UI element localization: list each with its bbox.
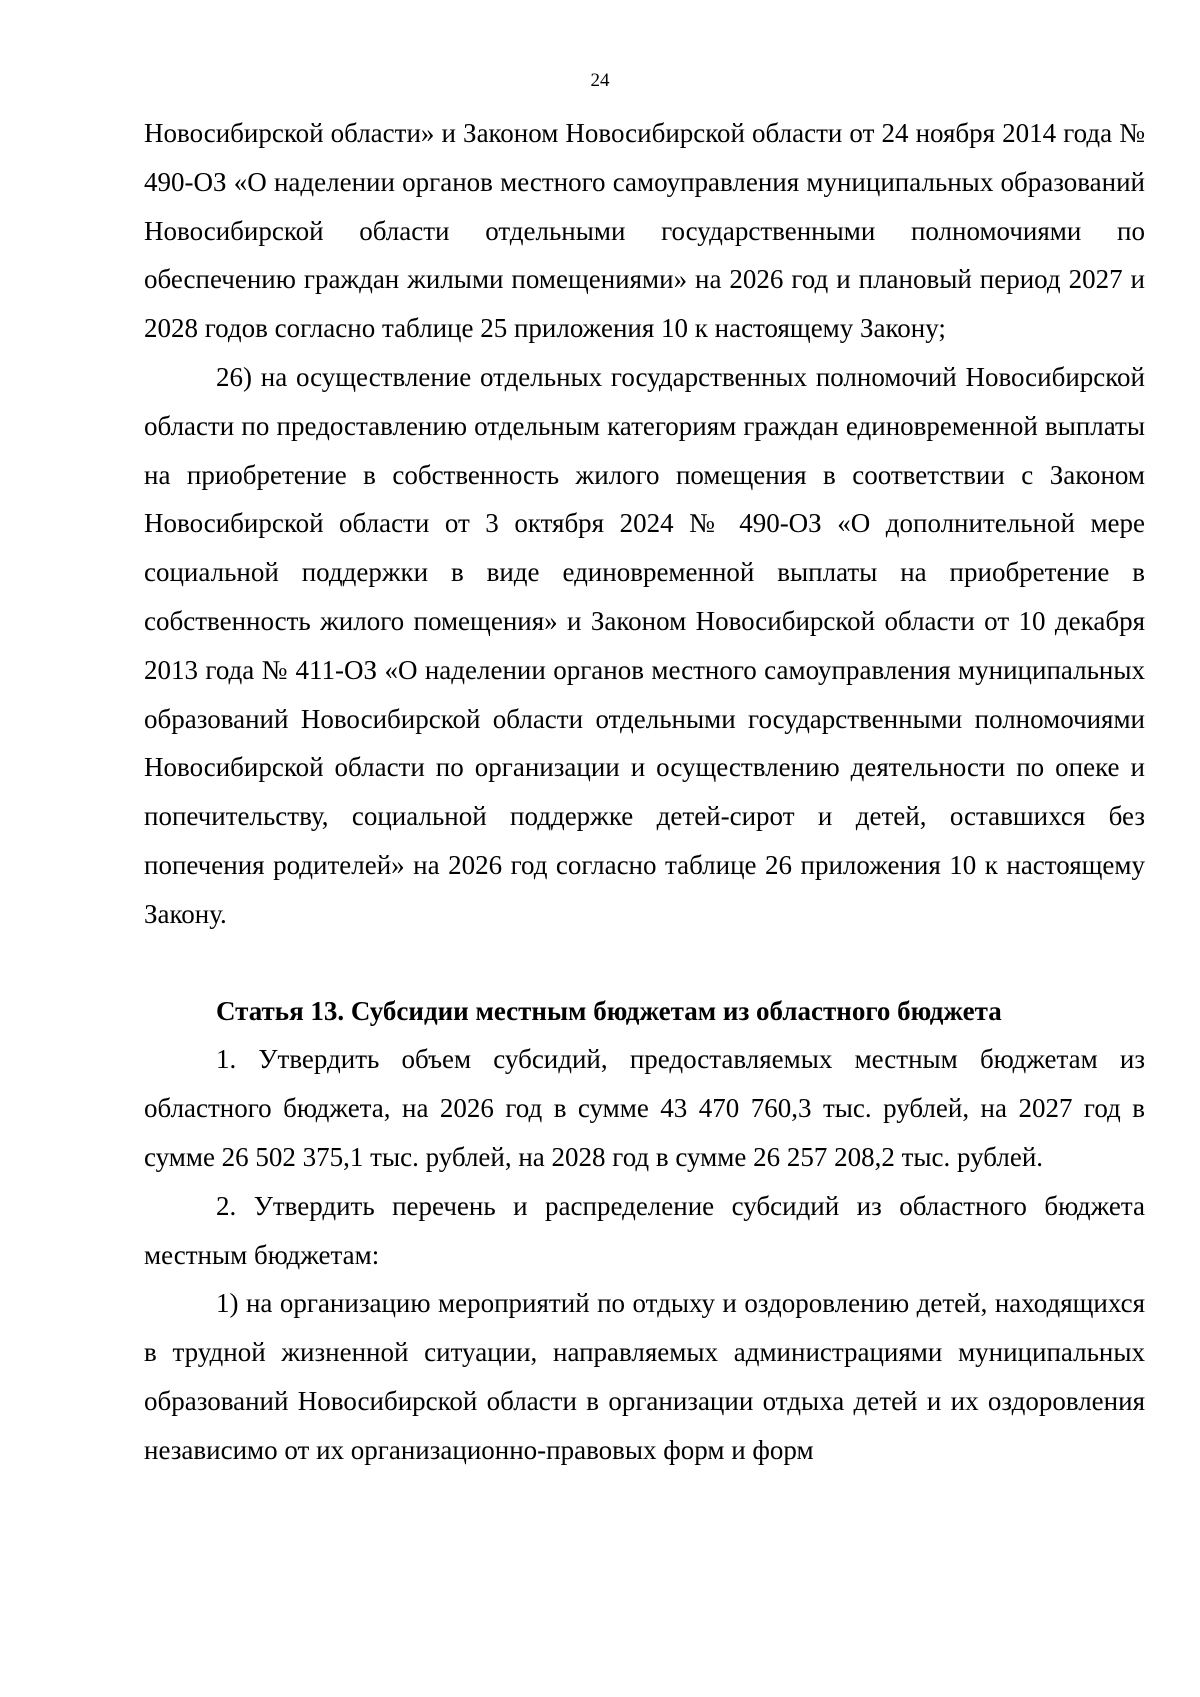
paragraph-item-1: 1) на организацию мероприятий по отдыху и оздоровлению детей, находящихся в трудной жизненной ситуации, направляемых администрациями муниципальных образований Новосибирской области в организации отдыха детей и их оздоровления независимо от их организационно-правовых форм и форм [144,1288,1145,1465]
article-heading: Статья 13. Субсидии местным бюджетам из областного бюджета [216,995,1002,1026]
paragraph-item-26: 26) на осуществление отдельных государственных полномочий Новосибирской области по предоставлению отдельным категориям граждан единовременной выплаты на приобретение в собственность жилого помещения в соответствии с Законом Новосибирской области от 3 октября 2024 № 490-ОЗ «О дополнительной мере социальной поддержки в виде единовременной выплаты на приобретение в собственность жилого помещения» и Законом Новосибирской области от 10 декабря 2013 года № 411-ОЗ «О наделении органов местного самоуправления муниципальных образований Новосибирской области отдельными государственными полномочиями Новосибирской области по организации и осуществлению деятельности по опеке и попечительству, социальной поддержке детей-сирот и детей, оставшихся без попечения родителей» на 2026 год согласно таблице 26 приложения 10 к настоящему Закону. [144,361,1145,929]
document-body [144,109,1145,1475]
paragraph-clause-1: 1. Утвердить объем субсидий, предоставляемых местным бюджетам из областного бюджета, на 2026 год в сумме 43 470 760,3 тыс. рублей, на 2027 год в сумме 26 502 375,1 тыс. рублей, на 2028 год в сумме 26 257 208,2 тыс. рублей. [144,1044,1145,1172]
paragraph-clause-2: 2. Утвердить перечень и распределение субсидий из областного бюджета местным бюджетам: [144,1190,1145,1270]
page-number: 24 [590,70,610,91]
paragraph-continuation: Новосибирской области» и Законом Новосибирской области от 24 ноября 2014 года № 490-ОЗ «О наделении органов местного самоуправления муниципальных образований Новосибирской области отдельными государственными полномочиями по обеспечению граждан жилыми помещениями» на 2026 год и плановый период 2027 и 2028 годов согласно таблице 25 приложения 10 к настоящему Закону; [144,118,1145,344]
